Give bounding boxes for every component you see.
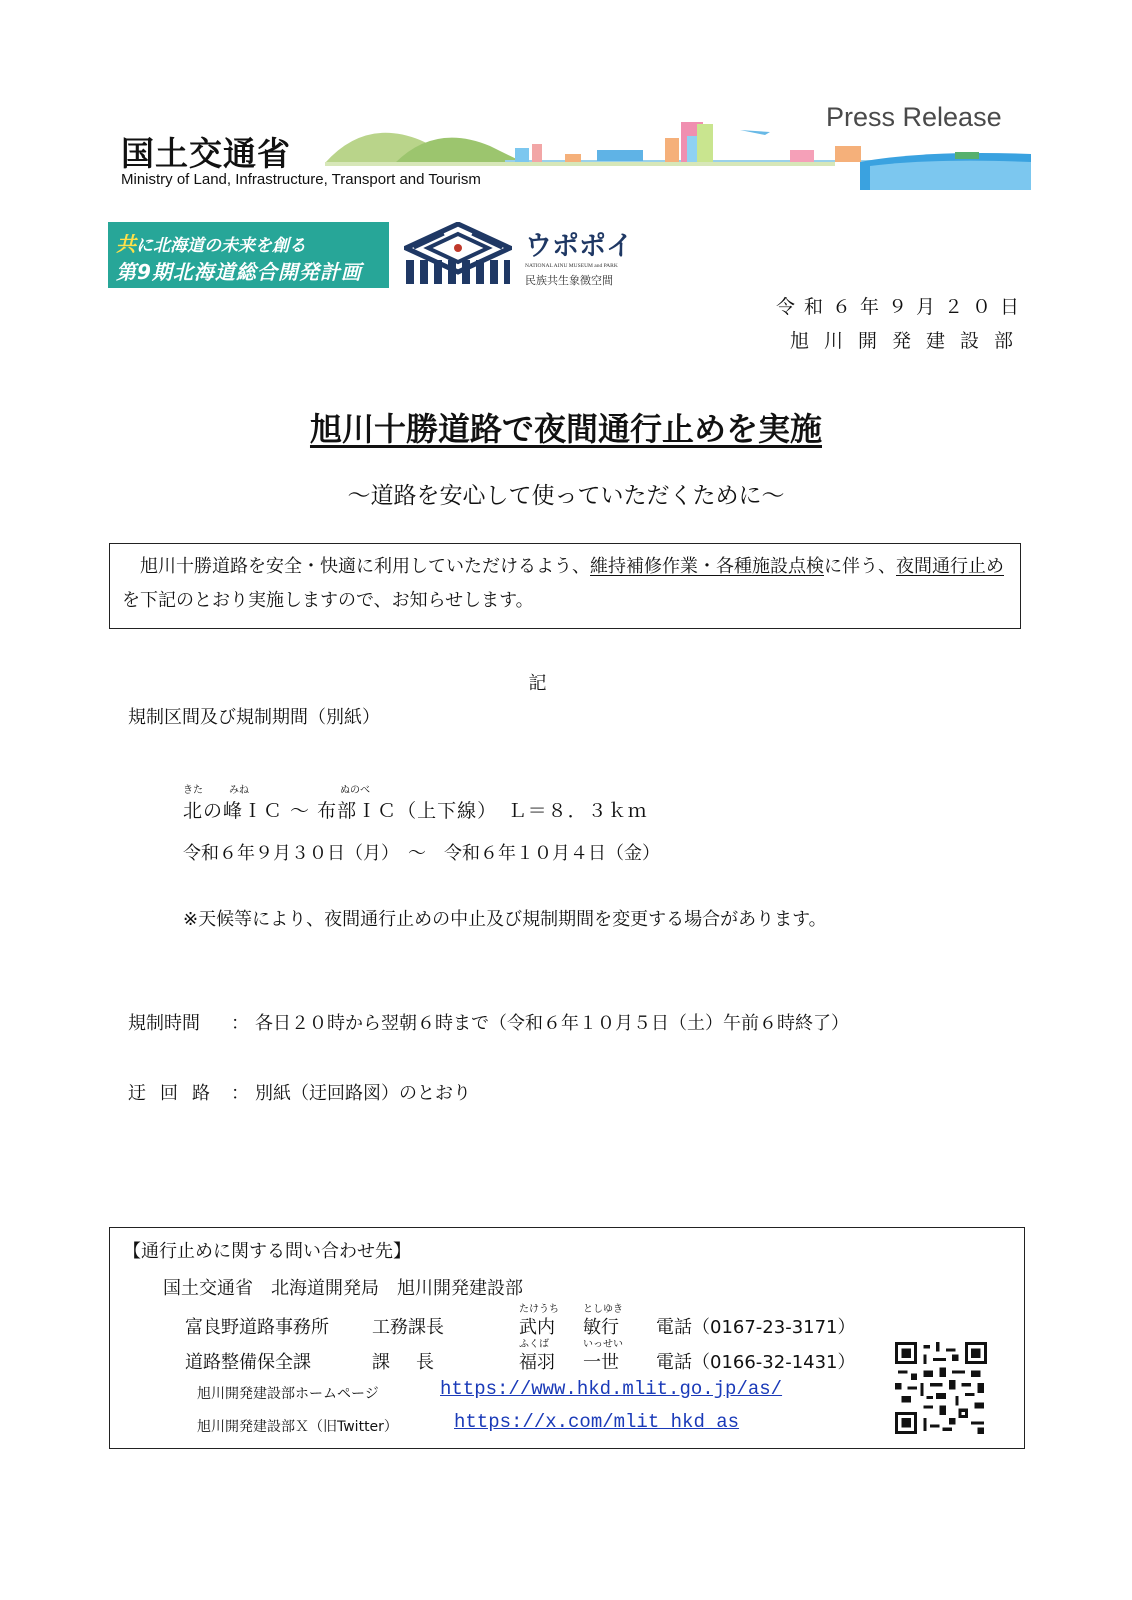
contact-given-name-1: 敏行 [583,1317,619,1338]
plan-banner-line2: 第9期北海道総合開発計画 [116,260,362,284]
issue-date: 令和６年９月２０日 [775,296,1028,318]
press-release-banner-illustration [325,118,1031,190]
upopoy-logo-icon [404,222,512,286]
ruby-takeuchi: たけうち [519,1304,559,1315]
issuing-department: 旭川開発建設部 [789,330,1028,352]
homepage-label: 旭川開発建設部ホームページ [197,1386,379,1402]
contact-phone-2: 電話（0166-32-1431） [656,1352,856,1373]
ruby-fukuba: ふくば [519,1339,549,1350]
contact-office-2: 道路整備保全課 [185,1352,311,1373]
detour-colon: ： [231,1083,249,1104]
contact-family-name-2: 福羽 [519,1352,555,1373]
page-subtitle: ～道路を安心して使っていただくために～ [347,483,785,509]
summary-part3: に伴う、 [824,556,896,577]
ruby-kita: きた [183,785,203,796]
upopoy-name-en: NATIONAL AINU MUSEUM and PARK [525,263,618,269]
summary-part5: を下記のとおり実施しますので、お知らせします。 [122,590,534,611]
contact-office-1: 富良野道路事務所 [185,1317,329,1338]
summary-box [109,543,1021,629]
summary-part1: 旭川十勝道路を安全・快適に利用していただけるよう、 [140,556,590,577]
page-title-text: 旭川十勝道路で夜間通行止めを実施 [309,410,822,448]
x-account-label: 旭川開発建設部Ｘ（旧Twitter） [197,1419,398,1435]
detour-value: 別紙（迂回路図）のとおり [255,1083,471,1104]
restriction-time-label: 規制時間 [128,1013,200,1034]
development-plan-banner [108,222,389,288]
restriction-time-colon: ： [231,1013,249,1034]
contact-phone-1: 電話（0167-23-3171） [656,1317,856,1338]
plan-banner-line1: に北海道の未来を創る [136,236,306,256]
summary-work-type: 維持補修作業・各種施設点検 [590,556,824,577]
ruby-issei: いっせい [583,1339,623,1350]
contact-title-1: 工務課長 [372,1317,444,1338]
section-heading: 規制区間及び規制期間（別紙） [128,707,380,728]
press-release-label: Press Release [826,102,1002,132]
restriction-time-value: 各日２０時から翌朝６時まで（令和６年１０月５日（土）午前６時終了） [255,1013,849,1034]
notice-marker: 記 [528,673,547,694]
restriction-section: 北の峰ＩＣ ～ 布部ＩＣ（上下線） Ｌ＝８．３ｋｍ [183,800,648,822]
upopoy-name: ウポポイ [525,231,633,262]
upopoy-name-jp: 民族共生象徴空間 [525,274,613,287]
contact-title: 【通行止めに関する問い合わせ先】 [123,1241,411,1262]
ruby-toshiyuki: としゆき [583,1304,623,1315]
summary-text [122,550,1010,618]
page-title [0,404,1132,450]
qr-code-icon [895,1342,987,1434]
contact-given-name-2: 一世 [583,1352,619,1373]
restriction-period: 令和６年９月３０日（月） ～ 令和６年１０月４日（金） [183,843,660,864]
homepage-link[interactable]: https://www.hkd.mlit.go.jp/as/ [440,1378,783,1400]
ministry-logo-jp: 国土交通省 [121,134,291,173]
detour-label: 迂回路 [128,1083,224,1104]
ruby-mine: みね [229,785,249,796]
ruby-nunobe: ぬのべ [340,785,370,796]
ministry-logo-en: Ministry of Land, Infrastructure, Transport and Tourism [121,171,481,188]
contact-family-name-1: 武内 [519,1317,555,1338]
contact-title-2: 課長 [372,1352,460,1373]
x-account-link[interactable]: https://x.com/mlit_hkd_as [454,1411,740,1433]
plan-banner-accent: 共 [116,232,136,256]
contact-organization: 国土交通省 北海道開発局 旭川開発建設部 [163,1278,523,1299]
summary-closure-type: 夜間通行止め [896,556,1004,577]
weather-note: ※天候等により、夜間通行止めの中止及び規制期間を変更する場合があります。 [183,909,827,930]
